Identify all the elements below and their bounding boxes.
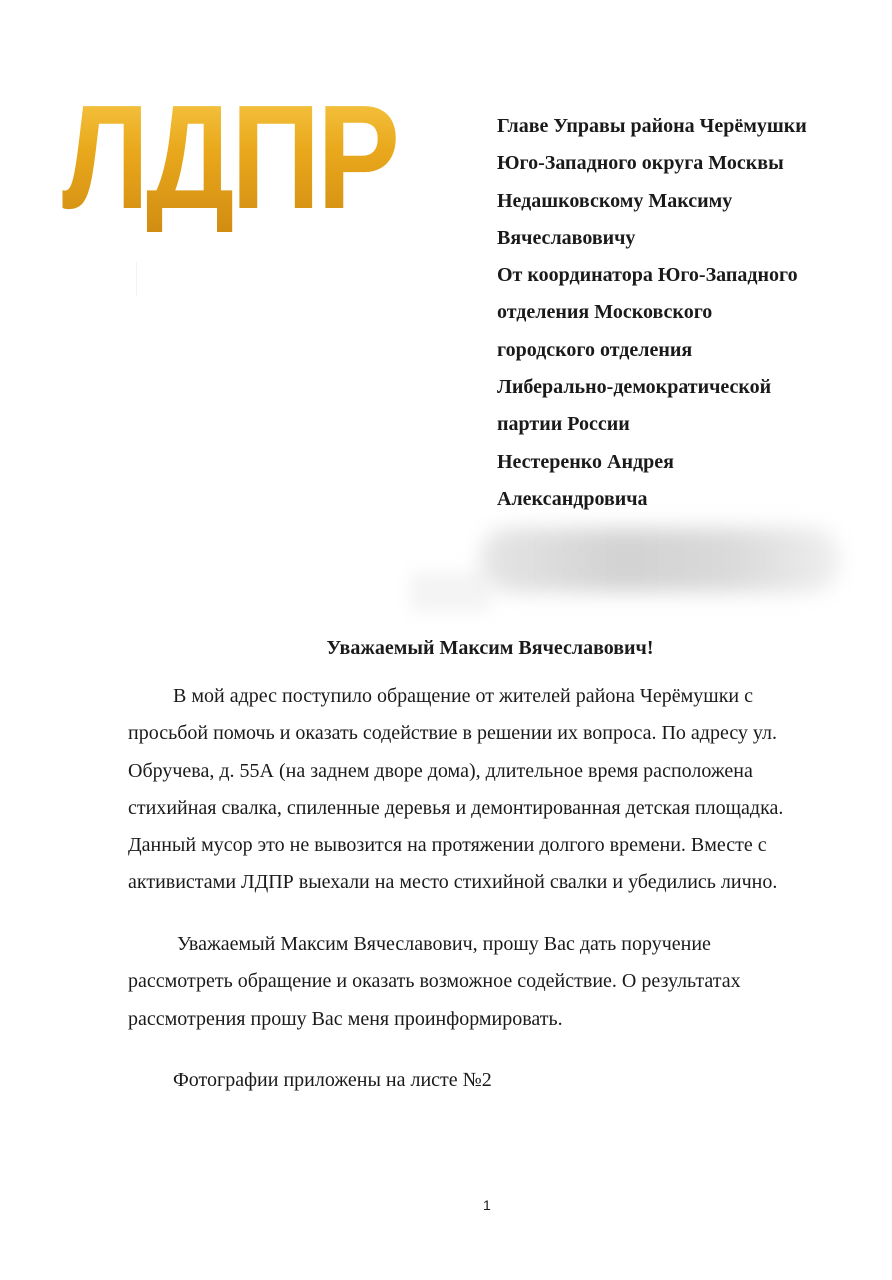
addressee-block [497,108,857,518]
addressee-line: отделения Московского [497,301,713,324]
paragraph-line: В мой адрес поступило обращение от жителей района Черёмушки с [173,685,753,707]
addressee-line: Александровича [497,487,648,510]
addressee-line: Главе Управы района Черёмушки [497,115,807,137]
addressee-line: От координатора Юго-Западного [497,264,798,287]
salutation: Уважаемый Максим Вячеславович! [326,637,654,659]
addressee-line: Вячеславовичу [497,226,636,249]
paragraph-petition [128,926,848,1038]
ldpr-logo-text: ЛДПР [62,75,397,240]
addressee-line: Недашковскому Максиму [497,189,733,212]
redaction-blur-edge [410,572,490,612]
paragraph-request [128,678,848,902]
paragraph-line: Уважаемый Максим Вячеславович, прошу Вас дать поручение [177,933,711,955]
paragraph-line: просьбой помочь и оказать содействие в решении их вопроса. По адресу ул. [128,722,778,745]
paragraph-line: активистами ЛДПР выехали на место стихийной свалки и убедились лично. [128,871,778,894]
addressee-line: Юго-Западного округа Москвы [497,152,784,175]
paragraph-line: стихийная свалка, спиленные деревья и демонтированная детская площадка. [128,796,784,819]
addressee-line: Нестеренко Андрея [497,450,674,473]
logo-artifact-line [136,262,137,296]
paragraph-line: Данный мусор это не вывозится на протяжении долгого времени. Вместе с [128,834,767,857]
addressee-line: партии России [497,413,630,436]
paragraph-line: Обручева, д. 55А (на заднем дворе дома), длительное время расположена [128,759,753,782]
ldpr-logo [48,75,446,262]
paragraph-attachment [128,1062,848,1099]
redacted-contact-blur [480,528,840,592]
page-number: 1 [483,1197,491,1213]
paragraph-line: рассмотреть обращение и оказать возможное содействие. О результатах [128,970,741,993]
addressee-line: городского отделения [497,338,693,361]
paragraph-line: рассмотрения прошу Вас меня проинформировать. [128,1007,563,1030]
paragraph-line: Фотографии приложены на листе №2 [173,1069,492,1091]
addressee-line: Либерально-демократической [497,376,772,399]
